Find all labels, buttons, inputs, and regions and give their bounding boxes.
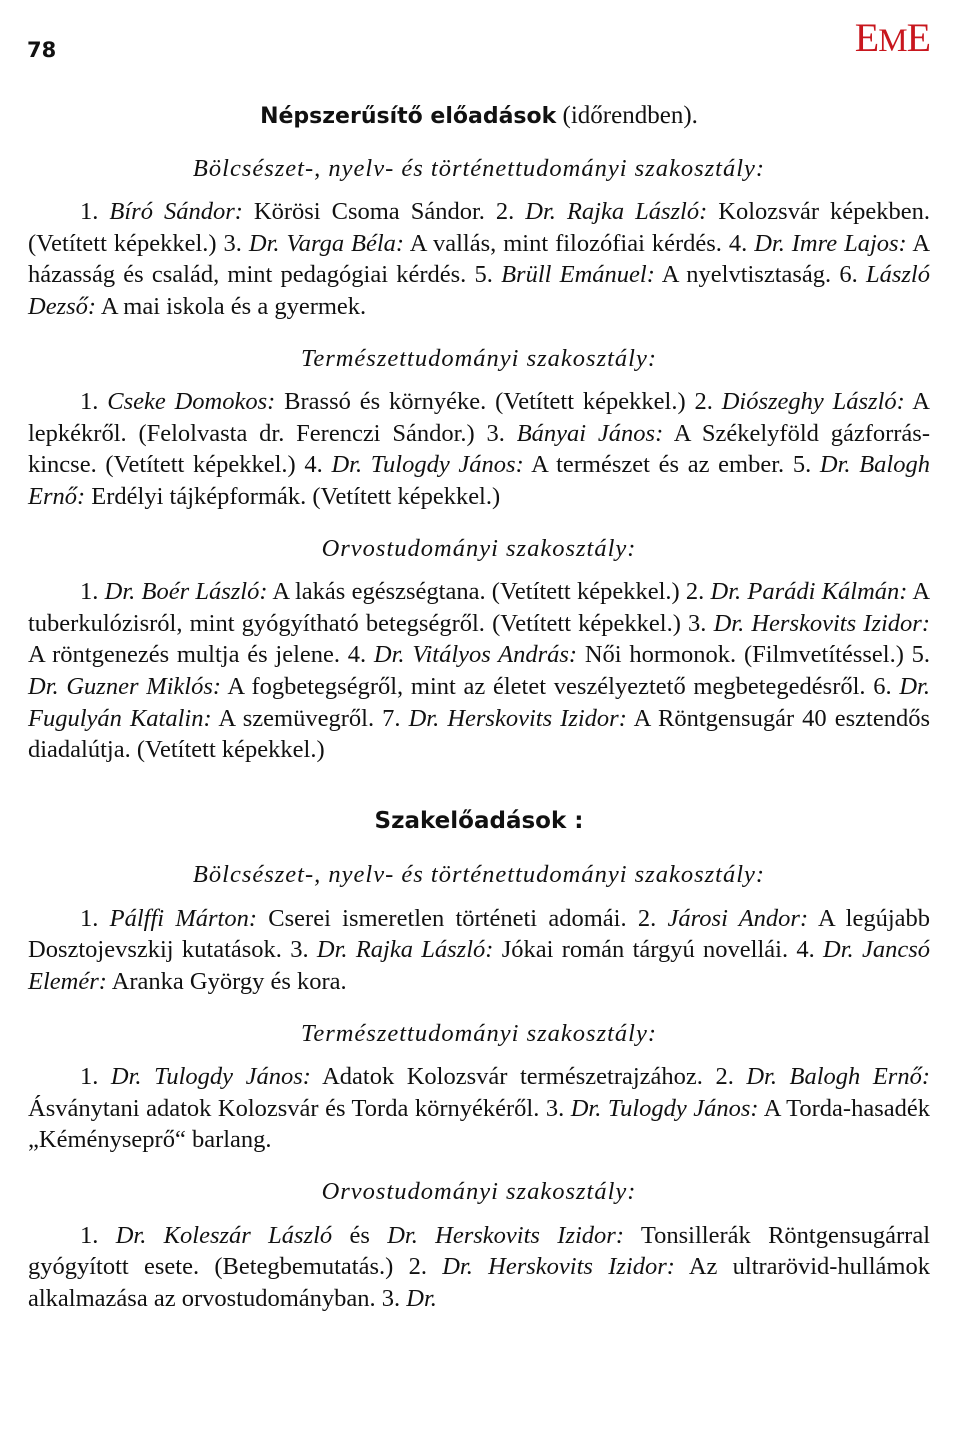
author-name: Dr. Rajka László: (525, 198, 708, 226)
author-name: Cseke Domokos: (107, 388, 276, 416)
popular-lectures-subtitle: (időrendben). (562, 102, 698, 129)
section-heading: Természettudományi szakosztály: (300, 1019, 658, 1047)
author-name: Dr. Boér László: (104, 578, 268, 606)
lecture-text: A lakás egészségtana. (Vetített képekkel.) 2. (267, 578, 711, 606)
lecture-text: A Székelyföld gázforrás-kincse. (Vetített képekkel.) 4. (28, 419, 931, 479)
author-name: Dr. Balogh Ernő: (746, 1063, 930, 1091)
lecture-text: Cserei ismeretlen történeti adomái. 2. (257, 904, 668, 932)
section-heading: Bölcsészet-, nyelv- és történettudományi szakosztály: (192, 154, 766, 182)
section-paragraph (28, 1220, 930, 1315)
author-name: Dr. Fugulyán Katalin: (28, 672, 930, 732)
lecture-text: Női hormonok. (Filmvetítéssel.) 5. (577, 641, 930, 669)
lecture-text: Aranka György és kora. (106, 968, 347, 996)
lecture-text: A mai iskola és a gyermek. (96, 292, 367, 320)
author-name: Dr. Imre Lajos: (754, 229, 907, 257)
lecture-text: 1. (80, 578, 105, 606)
lecture-text: Ásványtani adatok Kolozsvár és Torda környékéről. 3. (28, 1094, 571, 1122)
lecture-text: Tonsillerák Röntgensugárral gyógyított esete. (Betegbemutatás.) 2. (28, 1221, 930, 1281)
author-name: Járosi Andor: (667, 904, 809, 932)
lecture-text: Erdélyi tájképformák. (Vetített képekkel.) (85, 482, 501, 510)
author-name: Dr. Jancsó Elemér: (28, 936, 931, 996)
author-name: Dr. Varga Béla: (248, 229, 405, 257)
lecture-text: A fogbetegségről, mint az életet veszélyeztető megbetegedésről. 6. (221, 672, 900, 700)
author-name: Dr. Tulogdy János: (331, 451, 524, 479)
section-heading: Orvostudományi szakosztály: (321, 1178, 637, 1206)
section-paragraph (28, 386, 930, 512)
author-name: László Dezső: (28, 261, 930, 320)
lecture-text: Kolozsvár képekben. (Vetített képekkel.) 3. (28, 198, 930, 257)
lecture-text: 1. (80, 388, 108, 416)
lecture-text: Adatok Kolozsvár természetrajzához. 2. (310, 1063, 747, 1091)
lecture-text: A Torda-hasadék „Kéményseprő“ barlang. (28, 1094, 930, 1154)
lecture-text: Jókai román tárgyú novellái. 4. (493, 936, 824, 964)
page-content (28, 100, 930, 1314)
lecture-text: A legújabb Dosztojevszkij kutatások. 3. (28, 904, 930, 964)
lecture-text: 1. (80, 198, 110, 226)
section-paragraph (28, 196, 930, 322)
author-name: Dr. Vitályos András: (373, 641, 578, 669)
lecture-text: A röntgenezés multja és jelene. 4. (28, 641, 374, 669)
section-paragraph (28, 1061, 930, 1156)
author-name: Pálffi Márton: (109, 904, 258, 932)
lecture-text: Brassó és környéke. (Vetített képekkel.) 2. (275, 388, 722, 416)
author-name: Dr. (406, 1284, 437, 1312)
lecture-text: és (332, 1221, 388, 1249)
professional-lectures-title: Szakelőadások : (374, 807, 584, 834)
lecture-text: Körösi Csoma Sándor. 2. (242, 198, 526, 226)
author-name: Dr. Rajka László: (316, 936, 494, 964)
section-heading: Természettudományi szakosztály: (300, 344, 658, 372)
lecture-text: A nyelvtisztaság. 6. (654, 261, 866, 289)
section-heading: Orvostudományi szakosztály: (321, 534, 637, 562)
author-name: Dr. Tulogdy János: (570, 1094, 759, 1122)
page-number: 78 (27, 38, 57, 62)
lecture-text: A tuberkulózisról, mint gyógyítható betegségről. (Vetített képekkel.) 3. (28, 578, 931, 637)
author-name: Dr. Guzner Miklós: (28, 672, 222, 700)
section-heading: Bölcsészet-, nyelv- és történettudományi szakosztály: (192, 861, 766, 889)
lecture-text: A vallás, mint filozófiai kérdés. 4. (404, 229, 755, 257)
lecture-text: A lepkékről. (Felolvasta dr. Ferenczi Sándor.) 3. (28, 388, 930, 447)
section-paragraph (28, 576, 930, 766)
lecture-text: 1. (80, 1221, 116, 1249)
author-name: Bíró Sándor: (109, 198, 243, 226)
author-name: Brüll Emánuel: (501, 261, 655, 289)
author-name: Dr. Balogh Ernő: (28, 451, 930, 510)
author-name: Dr. Herskovits Izidor: (387, 1221, 624, 1249)
author-name: Diószeghy László: (721, 388, 905, 416)
author-name: Bányai János: (516, 419, 664, 447)
author-name: Dr. Herskovits Izidor: (442, 1253, 675, 1281)
lecture-text: A Röntgensugár 40 esztendős diadalútja. (Vetített képekkel.) (28, 704, 930, 764)
section-paragraph (28, 903, 930, 998)
lecture-text: Az ultrarövid-hullámok alkalmazása az orvostudományban. 3. (28, 1253, 930, 1312)
popular-lectures-heading (28, 100, 930, 133)
lecture-text: A természet és az ember. 5. (523, 451, 820, 479)
lecture-text: 1. (80, 904, 110, 932)
popular-lectures-title: Népszerűsítő előadások (260, 104, 557, 129)
author-name: Dr. Parádi Kálmán: (710, 578, 908, 606)
lecture-text: A szemüvegről. 7. (211, 704, 409, 732)
author-name: Dr. Herskovits Izidor: (713, 609, 930, 637)
author-name: Dr. Herskovits Izidor: (408, 704, 627, 732)
eme-logo: EME (854, 15, 930, 60)
author-name: Dr. Koleszár László (115, 1221, 333, 1249)
lecture-text: A házasság és család, mint pedagógiai kérdés. 5. (28, 229, 931, 289)
lecture-text: 1. (80, 1063, 111, 1091)
author-name: Dr. Tulogdy János: (110, 1063, 311, 1091)
